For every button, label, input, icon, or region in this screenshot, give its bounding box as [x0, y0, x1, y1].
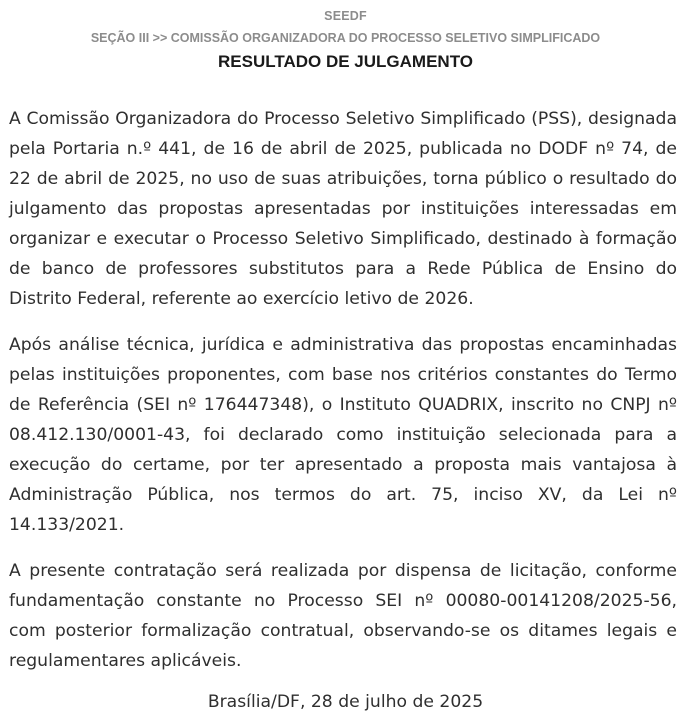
- paragraph-3: A presente contratação será realizada por dispensa de licitação, conforme fundamentação constante no Processo SEI nº 00080-00141208/2025-56, com posterior formalização contratual, observando-se os ditames legais e regulamentares aplicáveis.: [9, 561, 677, 671]
- section-heading: SEÇÃO III >> COMISSÃO ORGANIZADORA DO PROCESSO SELETIVO SIMPLIFICADO: [90, 31, 601, 45]
- document-title: RESULTADO DE JULGAMENTO: [217, 52, 473, 71]
- document-body: [9, 104, 677, 692]
- organization-name: SEEDF: [324, 9, 367, 23]
- paragraph-2: Após análise técnica, jurídica e administrativa das propostas encaminhadas pelas instituições proponentes, com base nos critérios constantes do Termo de Referência (SEI nº 176447348), o Instituto QUADRIX, inscrito no CNPJ nº 08.412.130/0001-43, foi declarado como instituição selecionada para a execução do certame, por ter apresentado a proposta mais vantajosa à Administração Pública, nos termos do art. 75, inciso XV, da Lei nº 14.133/2021.: [9, 335, 677, 535]
- paragraph-1: A Comissão Organizadora do Processo Seletivo Simplificado (PSS), designada pela Portaria n.º 441, de 16 de abril de 2025, publicada no DODF nº 74, de 22 de abril de 2025, no uso de suas atribuições, torna público o resultado do julgamento das propostas apresentadas por instituições interessadas em organizar e executar o Processo Seletivo Simplificado, destinado à formação de banco de professores substitutos para a Rede Pública de Ensino do Distrito Federal, referente ao exercício letivo de 2026.: [9, 109, 677, 309]
- place-and-date: Brasília/DF, 28 de julho de 2025: [207, 692, 484, 712]
